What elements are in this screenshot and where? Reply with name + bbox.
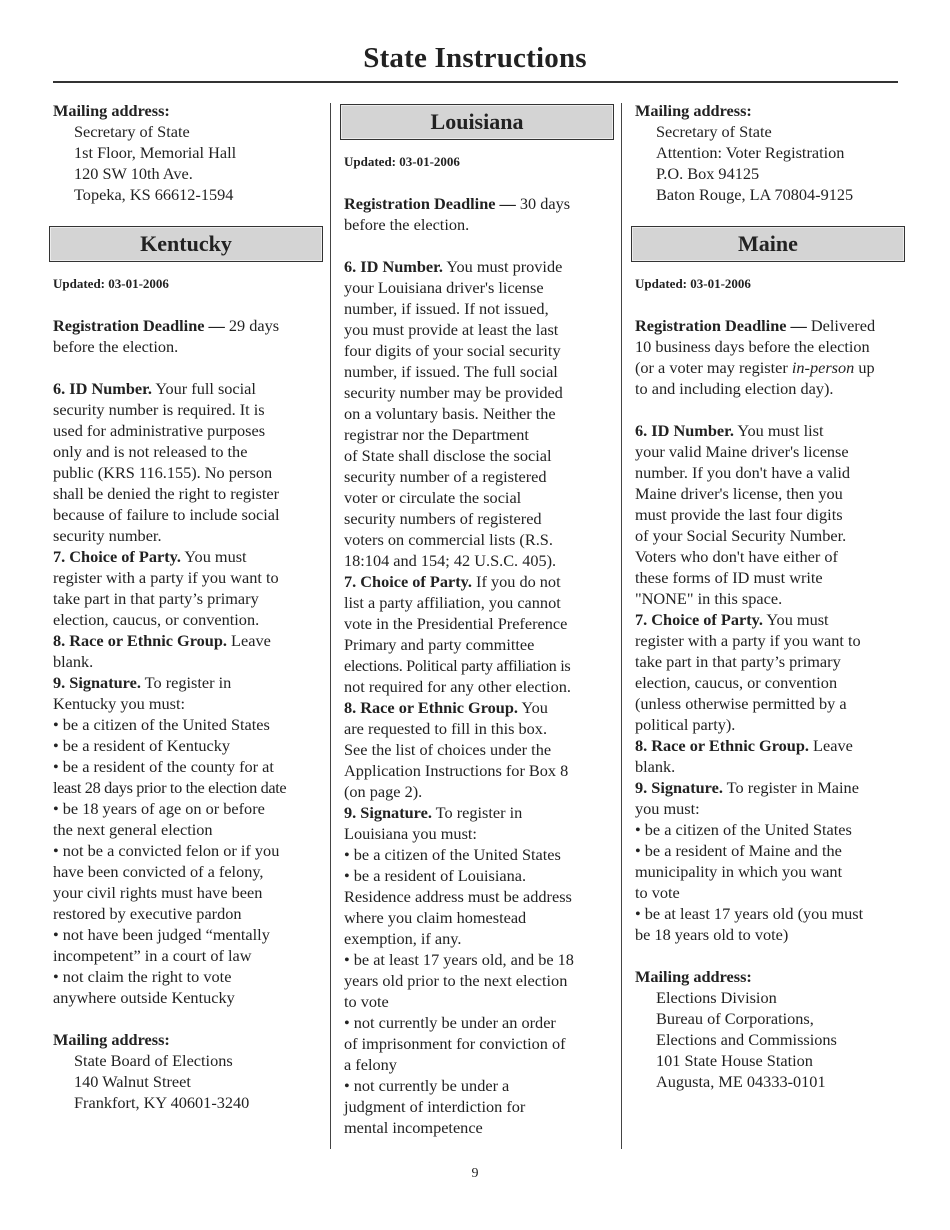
paragraph-line: registrar nor the Department <box>344 425 529 444</box>
paragraph-line: register with a party if you want to <box>53 568 279 587</box>
paragraph-line: blank. <box>635 757 676 776</box>
deadline-text: 30 days <box>515 194 571 213</box>
bullet-line: of imprisonment for conviction of <box>344 1034 566 1053</box>
updated-date: Updated: 03-01-2006 <box>53 276 169 291</box>
paragraph-line: election, caucus, or convention <box>635 673 838 692</box>
paragraph-line: You must provide <box>442 257 563 276</box>
paragraph-line: four digits of your social security <box>344 341 561 360</box>
race-section <box>344 697 612 802</box>
paragraph-line: list a party affiliation, you cannot <box>344 593 561 612</box>
signature-label: 9. Signature. <box>635 778 723 797</box>
address-line: Augusta, ME 04333-0101 <box>656 1072 826 1091</box>
paragraph-line: blank. <box>53 652 94 671</box>
paragraph-line: Primary and party committee <box>344 635 535 654</box>
requirement-bullet <box>53 735 321 756</box>
id-number-section <box>635 420 903 609</box>
address-line: Elections Division <box>656 988 777 1007</box>
id-number-section <box>344 256 612 571</box>
id-number-section <box>53 378 321 546</box>
paragraph-line: must provide the last four digits <box>635 505 843 524</box>
bullet-line: your civil rights must have been <box>53 883 263 902</box>
requirement-bullet <box>344 1012 612 1075</box>
requirement-bullet <box>635 903 903 945</box>
paragraph-line: Kentucky you must: <box>53 694 186 713</box>
paragraph-line: Maine driver's license, then you <box>635 484 843 503</box>
paragraph-line: voters on commercial lists (R.S. <box>344 530 553 549</box>
title-divider <box>53 81 898 83</box>
requirement-bullet <box>53 714 321 735</box>
paragraph-line: political party). <box>635 715 736 734</box>
paragraph-line: Voters who don't have either of <box>635 547 838 566</box>
paragraph-line: used for administrative purposes <box>53 421 266 440</box>
paragraph-line: only and is not released to the <box>53 442 248 461</box>
paragraph-line: are requested to fill in this box. <box>344 719 548 738</box>
address-line: State Board of Elections <box>74 1051 233 1070</box>
paragraph-line: because of failure to include social <box>53 505 280 524</box>
registration-deadline <box>635 315 903 399</box>
louisiana-mailing-address <box>635 100 903 205</box>
paragraph-line: Leave <box>808 736 853 755</box>
bullet-line: the next general election <box>53 820 213 839</box>
paragraph-line: Application Instructions for Box 8 <box>344 761 569 780</box>
paragraph-line: number, if issued. If not issued, <box>344 299 549 318</box>
paragraph-line: register with a party if you want to <box>635 631 861 650</box>
id-number-label: 6. ID Number. <box>635 421 734 440</box>
state-heading-maine: Maine <box>631 226 905 262</box>
column-divider <box>621 103 622 1149</box>
requirement-bullet <box>53 798 321 840</box>
id-number-label: 6. ID Number. <box>53 379 152 398</box>
state-heading-kentucky: Kentucky <box>49 226 323 262</box>
address-line: 1st Floor, Memorial Hall <box>74 143 237 162</box>
paragraph-line: security number may be provided <box>344 383 563 402</box>
bullet-line: • be a citizen of the United States <box>344 845 561 864</box>
bullet-line: exemption, if any. <box>344 929 462 948</box>
paragraph-line: on a voluntary basis. Neither the <box>344 404 556 423</box>
mailing-address-label: Mailing address: <box>635 101 752 120</box>
registration-deadline <box>344 193 612 235</box>
requirement-bullet <box>53 756 321 798</box>
bullet-line: be 18 years old to vote) <box>635 925 789 944</box>
bullet-line: judgment of interdiction for <box>344 1097 526 1116</box>
deadline-emphasis: in-person <box>791 358 855 377</box>
paragraph-line: security number of a registered <box>344 467 547 486</box>
signature-section <box>53 672 321 1008</box>
requirement-bullet <box>635 840 903 903</box>
paragraph-line: To register in <box>431 803 523 822</box>
paragraph-line: If you do not <box>471 572 561 591</box>
bullet-line: have been convicted of a felony, <box>53 862 264 881</box>
paragraph-line: these forms of ID must write <box>635 568 823 587</box>
paragraph-line: you must provide at least the last <box>344 320 559 339</box>
address-line: Secretary of State <box>74 122 190 141</box>
requirement-bullet <box>344 949 612 1012</box>
requirement-bullet <box>53 840 321 924</box>
bullet-line: to vote <box>635 883 680 902</box>
bullet-line: incompetent” in a court of law <box>53 946 252 965</box>
mailing-address-label: Mailing address: <box>53 1030 170 1049</box>
paragraph-line: security number. <box>53 526 162 545</box>
paragraph-line: Leave <box>226 631 271 650</box>
address-line: P.O. Box 94125 <box>656 164 760 183</box>
deadline-text: 29 days <box>224 316 280 335</box>
bullet-line: • be a resident of the county for at <box>53 757 274 776</box>
paragraph-line: See the list of choices under the <box>344 740 552 759</box>
bullet-line: • be a resident of Kentucky <box>53 736 231 755</box>
bullet-line: mental incompetence <box>344 1118 483 1137</box>
address-line: Attention: Voter Registration <box>656 143 845 162</box>
bullet-line: • be 18 years of age on or before <box>53 799 265 818</box>
race-label: 8. Race or Ethnic Group. <box>53 631 227 650</box>
bullet-line: • not currently be under an order <box>344 1013 556 1032</box>
paragraph-line: take part in that party’s primary <box>53 589 259 608</box>
kansas-mailing-address <box>53 100 321 205</box>
deadline-text: to and including election day). <box>635 379 834 398</box>
paragraph-line: elections. Political party affiliation is <box>344 656 571 675</box>
signature-section <box>635 777 903 945</box>
deadline-text: (or a voter may register <box>635 358 792 377</box>
paragraph-line: You must <box>762 610 829 629</box>
deadline-label: Registration Deadline — <box>53 316 225 335</box>
bullet-line: • be a citizen of the United States <box>53 715 270 734</box>
registration-deadline <box>53 315 321 357</box>
deadline-text: 10 business days before the election <box>635 337 870 356</box>
paragraph-line: vote in the Presidential Preference <box>344 614 568 633</box>
column-louisiana-maine <box>635 100 903 1092</box>
column-louisiana <box>344 100 612 1138</box>
deadline-label: Registration Deadline — <box>635 316 807 335</box>
paragraph-line: voter or circulate the social <box>344 488 522 507</box>
bullet-line: • be a resident of Maine and the <box>635 841 842 860</box>
requirement-bullet <box>344 865 612 949</box>
paragraph-line: You <box>517 698 548 717</box>
race-section <box>53 630 321 672</box>
paragraph-line: number. If you don't have a valid <box>635 463 850 482</box>
paragraph-line: security number is required. It is <box>53 400 265 419</box>
kentucky-mailing-address <box>53 1029 321 1113</box>
paragraph-line: your Louisiana driver's license <box>344 278 544 297</box>
requirement-bullet <box>53 924 321 966</box>
address-line: Secretary of State <box>656 122 772 141</box>
requirement-bullet <box>53 966 321 1008</box>
bullet-line: municipality in which you want <box>635 862 843 881</box>
requirement-bullet <box>344 844 612 865</box>
bullet-line: where you claim homestead <box>344 908 527 927</box>
mailing-address-label: Mailing address: <box>53 101 170 120</box>
deadline-text: before the election. <box>53 337 179 356</box>
paragraph-line: (unless otherwise permitted by a <box>635 694 847 713</box>
bullet-line: • be a citizen of the United States <box>635 820 852 839</box>
paragraph-line: not required for any other election. <box>344 677 571 696</box>
paragraph-line: shall be denied the right to register <box>53 484 280 503</box>
address-line: Baton Rouge, LA 70804-9125 <box>656 185 854 204</box>
race-section <box>635 735 903 777</box>
maine-mailing-address <box>635 966 903 1092</box>
bullet-line: • be a resident of Louisiana. <box>344 866 527 885</box>
state-heading-louisiana: Louisiana <box>340 104 614 140</box>
page-number: 9 <box>471 1166 479 1181</box>
bullet-line: • be at least 17 years old, and be 18 <box>344 950 574 969</box>
paragraph-line: To register in Maine <box>722 778 859 797</box>
paragraph-line: you must: <box>635 799 700 818</box>
signature-section <box>344 802 612 1138</box>
race-label: 8. Race or Ethnic Group. <box>635 736 809 755</box>
paragraph-line: You must <box>180 547 247 566</box>
paragraph-line: election, caucus, or convention. <box>53 610 260 629</box>
bullet-line: • not claim the right to vote <box>53 967 232 986</box>
choice-of-party-section <box>53 546 321 630</box>
paragraph-line: To register in <box>140 673 232 692</box>
bullet-line: • not currently be under a <box>344 1076 510 1095</box>
bullet-line: least 28 days prior to the election date <box>53 778 287 797</box>
party-label: 7. Choice of Party. <box>53 547 181 566</box>
bullet-line: a felony <box>344 1055 397 1074</box>
mailing-address-label: Mailing address: <box>635 967 752 986</box>
bullet-line: • not have been judged “mentally <box>53 925 270 944</box>
paragraph-line: your valid Maine driver's license <box>635 442 849 461</box>
bullet-line: restored by executive pardon <box>53 904 242 923</box>
bullet-line: Residence address must be address <box>344 887 572 906</box>
column-divider <box>330 103 331 1149</box>
column-kansas-kentucky <box>53 100 321 1113</box>
address-line: Elections and Commissions <box>656 1030 837 1049</box>
deadline-label: Registration Deadline — <box>344 194 516 213</box>
paragraph-line: take part in that party’s primary <box>635 652 841 671</box>
requirement-bullet <box>344 1075 612 1138</box>
address-line: Topeka, KS 66612-1594 <box>74 185 234 204</box>
paragraph-line: 18:104 and 154; 42 U.S.C. 405). <box>344 551 557 570</box>
address-line: Frankfort, KY 40601-3240 <box>74 1093 250 1112</box>
signature-label: 9. Signature. <box>344 803 432 822</box>
party-label: 7. Choice of Party. <box>344 572 472 591</box>
bullet-line: years old prior to the next election <box>344 971 568 990</box>
address-line: Bureau of Corporations, <box>656 1009 814 1028</box>
deadline-text: up <box>854 358 875 377</box>
paragraph-line: number, if issued. The full social <box>344 362 558 381</box>
choice-of-party-section <box>344 571 612 697</box>
address-line: 140 Walnut Street <box>74 1072 191 1091</box>
deadline-text: Delivered <box>806 316 876 335</box>
paragraph-line: of your Social Security Number. <box>635 526 847 545</box>
bullet-line: • not be a convicted felon or if you <box>53 841 280 860</box>
deadline-text: before the election. <box>344 215 470 234</box>
id-number-label: 6. ID Number. <box>344 257 443 276</box>
address-line: 120 SW 10th Ave. <box>74 164 193 183</box>
paragraph-line: You must list <box>733 421 824 440</box>
bullet-line: anywhere outside Kentucky <box>53 988 235 1007</box>
paragraph-line: Your full social <box>151 379 256 398</box>
paragraph-line: public (KRS 116.155). No person <box>53 463 273 482</box>
address-line: 101 State House Station <box>656 1051 813 1070</box>
choice-of-party-section <box>635 609 903 735</box>
page-title: State Instructions <box>363 42 587 74</box>
paragraph-line: of State shall disclose the social <box>344 446 552 465</box>
paragraph-line: "NONE" in this space. <box>635 589 783 608</box>
paragraph-line: security numbers of registered <box>344 509 542 528</box>
party-label: 7. Choice of Party. <box>635 610 763 629</box>
signature-label: 9. Signature. <box>53 673 141 692</box>
paragraph-line: Louisiana you must: <box>344 824 477 843</box>
updated-date: Updated: 03-01-2006 <box>635 276 751 291</box>
bullet-line: to vote <box>344 992 389 1011</box>
requirement-bullet <box>635 819 903 840</box>
paragraph-line: (on page 2). <box>344 782 423 801</box>
updated-date: Updated: 03-01-2006 <box>344 154 460 169</box>
bullet-line: • be at least 17 years old (you must <box>635 904 864 923</box>
race-label: 8. Race or Ethnic Group. <box>344 698 518 717</box>
